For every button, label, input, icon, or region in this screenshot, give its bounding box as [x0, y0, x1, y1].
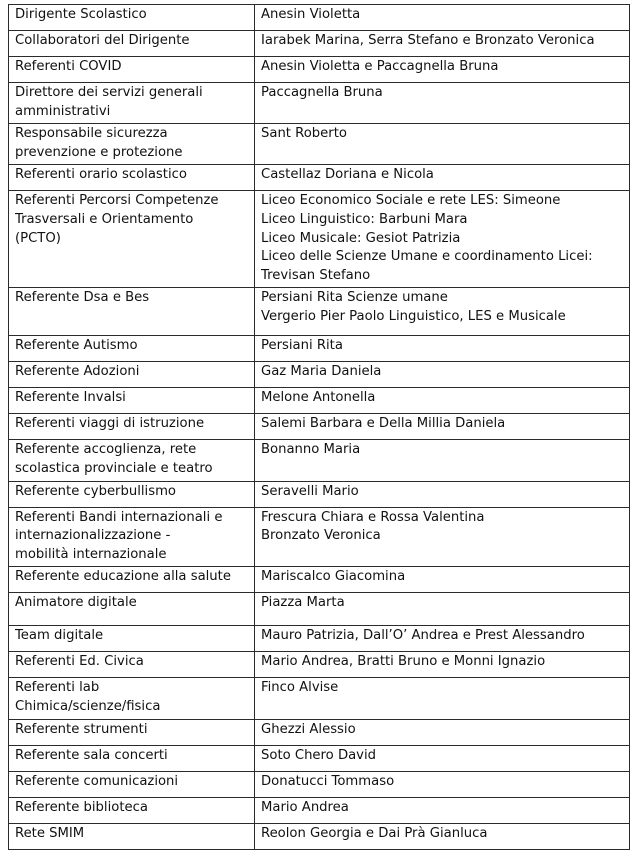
name-cell: Mariscalco Giacomina	[255, 567, 630, 593]
name-cell: Iarabek Marina, Serra Stefano e Bronzato Veronica	[255, 31, 630, 57]
table-row	[9, 362, 630, 388]
role-cell: Dirigente Scolastico	[9, 5, 255, 31]
role-cell: Referenti viaggi di istruzione	[9, 414, 255, 440]
name-cell: Gaz Maria Daniela	[255, 362, 630, 388]
table-row	[9, 83, 630, 124]
name-cell: Liceo Economico Sociale e rete LES: Simeone Liceo Linguistico: Barbuni Mara Liceo Musicale: Gesiot Patrizia Liceo delle Scienze Umane e coordinamento Licei: Trevisan Stefano	[255, 191, 630, 288]
name-cell: Bonanno Maria	[255, 440, 630, 481]
name-cell: Finco Alvise	[255, 678, 630, 719]
role-cell: Referenti Bandi internazionali e internazionalizzazione - mobilità internazionale	[9, 507, 255, 567]
name-cell: Ghezzi Alessio	[255, 719, 630, 745]
role-cell: Referente Invalsi	[9, 388, 255, 414]
table-row	[9, 124, 630, 165]
name-cell: Salemi Barbara e Della Millia Daniela	[255, 414, 630, 440]
table-row	[9, 593, 630, 626]
table-row	[9, 440, 630, 481]
name-cell: Sant Roberto	[255, 124, 630, 165]
role-cell: Rete SMIM	[9, 823, 255, 849]
name-cell: Seravelli Mario	[255, 481, 630, 507]
name-cell: Reolon Georgia e Dai Prà Gianluca	[255, 823, 630, 849]
table-row	[9, 165, 630, 191]
role-cell: Responsabile sicurezza prevenzione e protezione	[9, 124, 255, 165]
name-cell: Piazza Marta	[255, 593, 630, 626]
role-cell: Referente Adozioni	[9, 362, 255, 388]
role-cell: Referente sala concerti	[9, 745, 255, 771]
role-cell: Team digitale	[9, 626, 255, 652]
table-row	[9, 336, 630, 362]
role-cell: Referente accoglienza, rete scolastica provinciale e teatro	[9, 440, 255, 481]
table-row	[9, 414, 630, 440]
name-cell: Frescura Chiara e Rossa Valentina Bronzato Veronica	[255, 507, 630, 567]
role-cell: Referente biblioteca	[9, 797, 255, 823]
role-cell: Direttore dei servizi generali amministrativi	[9, 83, 255, 124]
table-row	[9, 567, 630, 593]
table-row	[9, 31, 630, 57]
table-row	[9, 797, 630, 823]
name-cell: Persiani Rita	[255, 336, 630, 362]
role-cell: Collaboratori del Dirigente	[9, 31, 255, 57]
table-row	[9, 771, 630, 797]
name-cell: Anesin Violetta e Paccagnella Bruna	[255, 57, 630, 83]
name-cell: Persiani Rita Scienze umane Vergerio Pier Paolo Linguistico, LES e Musicale	[255, 288, 630, 336]
role-cell: Referente comunicazioni	[9, 771, 255, 797]
name-cell: Melone Antonella	[255, 388, 630, 414]
table-row	[9, 745, 630, 771]
table-row	[9, 5, 630, 31]
table-row	[9, 678, 630, 719]
table-row	[9, 652, 630, 678]
role-cell: Referente Dsa e Bes	[9, 288, 255, 336]
table-row	[9, 191, 630, 288]
name-cell: Mario Andrea, Bratti Bruno e Monni Ignazio	[255, 652, 630, 678]
table-row	[9, 57, 630, 83]
name-cell: Castellaz Doriana e Nicola	[255, 165, 630, 191]
role-cell: Referenti Ed. Civica	[9, 652, 255, 678]
name-cell: Donatucci Tommaso	[255, 771, 630, 797]
table-row	[9, 626, 630, 652]
name-cell: Mauro Patrizia, Dall’O’ Andrea e Prest Alessandro	[255, 626, 630, 652]
name-cell: Soto Chero David	[255, 745, 630, 771]
table-row	[9, 481, 630, 507]
role-cell: Animatore digitale	[9, 593, 255, 626]
role-cell: Referenti Percorsi Competenze Trasversali e Orientamento (PCTO)	[9, 191, 255, 288]
table-row	[9, 719, 630, 745]
table-row	[9, 823, 630, 849]
name-cell: Anesin Violetta	[255, 5, 630, 31]
role-cell: Referenti COVID	[9, 57, 255, 83]
table-row	[9, 288, 630, 336]
role-cell: Referente Autismo	[9, 336, 255, 362]
table-row	[9, 388, 630, 414]
role-cell: Referente cyberbullismo	[9, 481, 255, 507]
role-cell: Referenti lab Chimica/scienze/fisica	[9, 678, 255, 719]
roles-table	[8, 4, 630, 850]
role-cell: Referente strumenti	[9, 719, 255, 745]
table-row	[9, 507, 630, 567]
role-cell: Referenti orario scolastico	[9, 165, 255, 191]
name-cell: Mario Andrea	[255, 797, 630, 823]
role-cell: Referente educazione alla salute	[9, 567, 255, 593]
name-cell: Paccagnella Bruna	[255, 83, 630, 124]
